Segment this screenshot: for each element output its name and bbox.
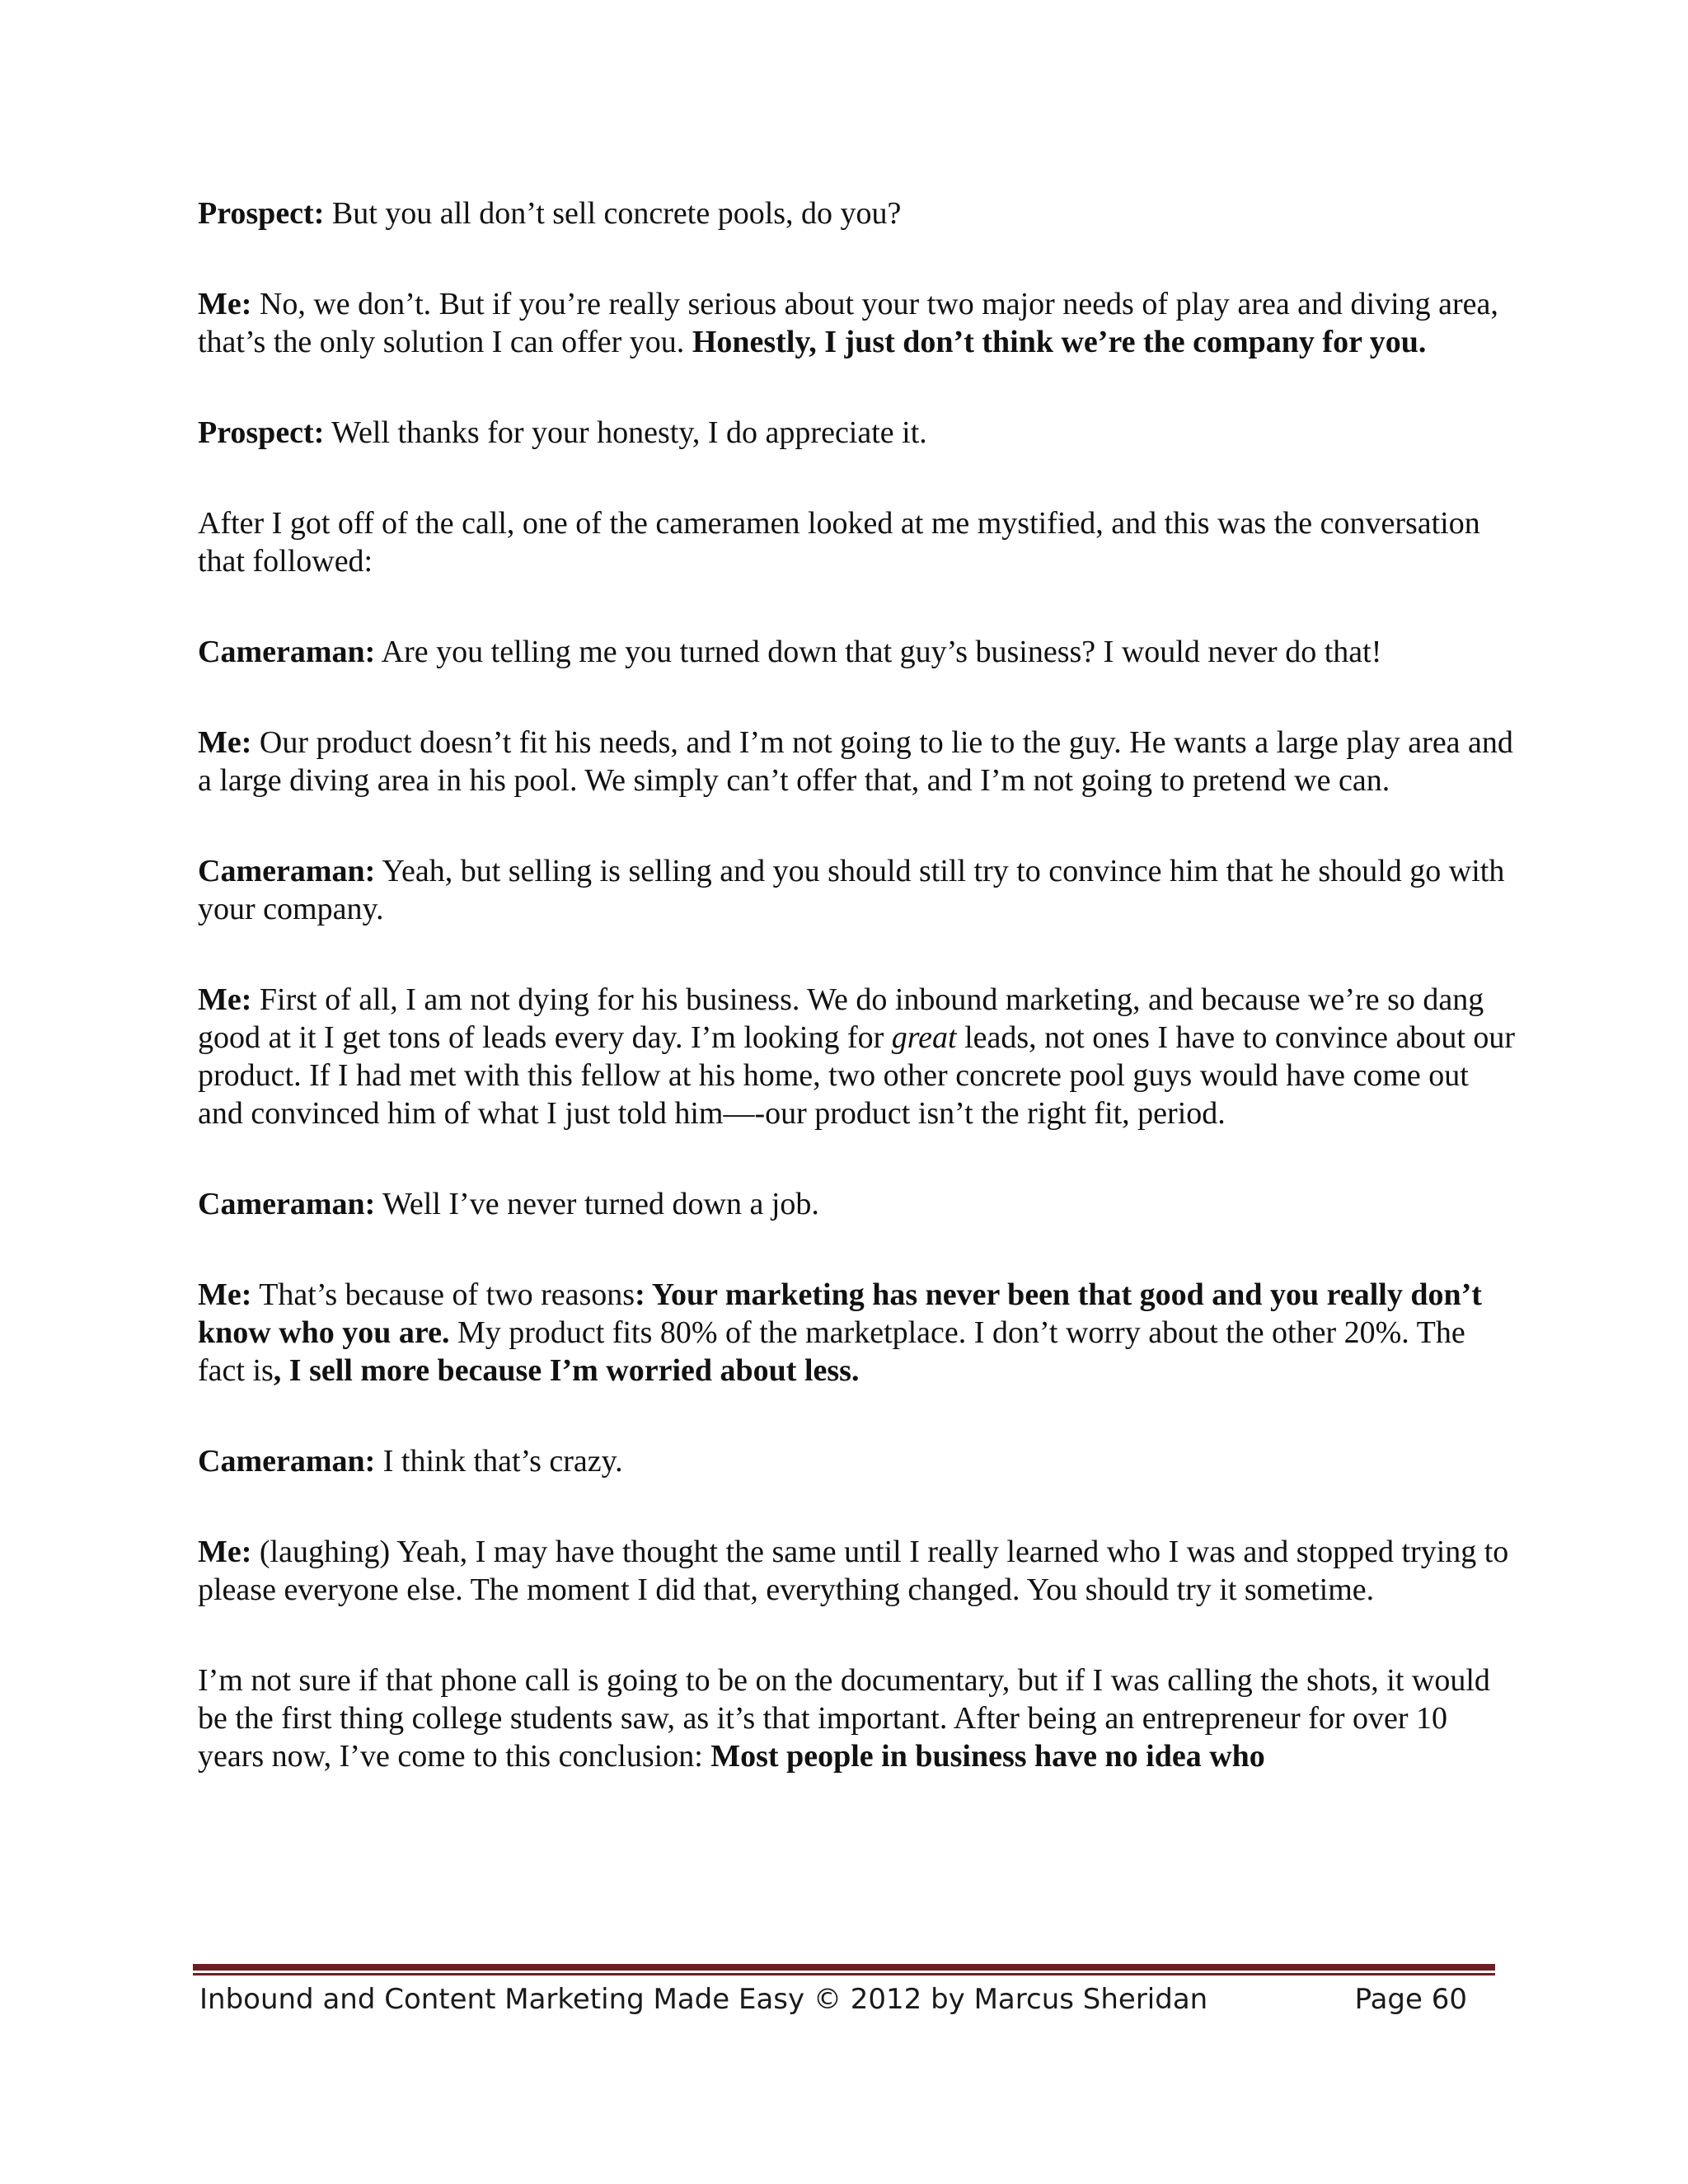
text-run: (laughing) Yeah, I may have thought the same until I really learned who I was and stopped trying to please everyone else. The moment I did that, everything changed. You should try it sometime. [198, 1535, 1509, 1607]
bold-run: Me: [198, 1535, 252, 1569]
footer-rule-thick [193, 1964, 1495, 1971]
text-run: My product fits 80% of the marketplace. I don’t worry about the other 20%. The fact is [198, 1315, 1465, 1388]
text-run: Yeah, but selling is selling and you should still try to convince him that he should go with your company. [198, 854, 1505, 926]
text-run: That’s because of two reasons [251, 1277, 635, 1312]
bold-run: Me: [198, 287, 252, 321]
dialogue-paragraph [198, 285, 1517, 361]
text-run: First of all, I am not dying for his business. We do inbound marketing, and because we’re so dang good at it I get tons of leads every day. I’m looking for [198, 982, 1484, 1055]
footer-book-title: Inbound and Content Marketing Made Easy © 2012 by Marcus Sheridan [199, 1983, 1208, 2016]
narrative-paragraph [198, 1661, 1517, 1775]
bold-run: Honestly, I just don’t think we’re the company for you. [692, 325, 1427, 359]
bold-run: Me: [198, 1277, 252, 1312]
bold-run: : Your marketing has never been that good and you really don’t know who you are. [198, 1277, 1482, 1350]
bold-run: Cameraman: [198, 635, 376, 669]
text-run: leads, not ones I have to convince about our product. If I had met with this fellow at his home, two other concrete pool guys would have come out and convinced him of what I just told him—-our product isn’t the right fit, period. [198, 1020, 1516, 1131]
dialogue-paragraph [198, 724, 1517, 799]
dialogue-paragraph [198, 633, 1517, 671]
bold-run: Me: [198, 982, 252, 1017]
bold-run: Prospect: [198, 415, 325, 450]
bold-run: Cameraman: [198, 1444, 376, 1479]
body-text [198, 194, 1517, 1828]
dialogue-paragraph [198, 981, 1517, 1132]
text-run: Are you telling me you turned down that guy’s business? I would never do that! [375, 635, 1382, 669]
bold-run: Cameraman: [198, 1187, 376, 1221]
dialogue-paragraph [198, 1185, 1517, 1223]
bold-run: Cameraman: [198, 854, 376, 888]
dialogue-paragraph [198, 852, 1517, 928]
bold-run: Prospect: [198, 196, 325, 231]
text-run: No, we don’t. But if you’re really serious about your two major needs of play area and diving area, that’s the only solution I can offer you. [198, 287, 1498, 359]
text-run: I’m not sure if that phone call is going to be on the documentary, but if I was calling the shots, it would be the first thing college students saw, as it’s that important. After being an entrepreneur for over 10 years now, I’ve come to this conclusion: [198, 1663, 1490, 1774]
dialogue-paragraph [198, 1442, 1517, 1480]
text-run: After I got off of the call, one of the cameramen looked at me mystified, and this was the conversation that followed: [198, 506, 1480, 579]
italic-run: great [891, 1020, 957, 1055]
text-run: Well I’ve never turned down a job. [375, 1187, 819, 1221]
text-run: Well thanks for your honesty, I do appreciate it. [324, 415, 927, 450]
bold-run: Most people in business have no idea who [710, 1739, 1265, 1774]
text-run: But you all don’t sell concrete pools, do you? [324, 196, 902, 231]
dialogue-paragraph [198, 414, 1517, 452]
narrative-paragraph [198, 504, 1517, 580]
bold-run: , I sell more because I’m worried about less. [273, 1353, 860, 1388]
dialogue-paragraph [198, 1276, 1517, 1390]
bold-run: Me: [198, 725, 252, 760]
text-run: Our product doesn’t fit his needs, and I’m not going to lie to the guy. He wants a large play area and a large diving area in his pool. We simply can’t offer that, and I’m not going to pretend we can. [198, 725, 1513, 798]
dialogue-paragraph [198, 1533, 1517, 1609]
dialogue-paragraph [198, 194, 1517, 232]
footer-page-number: Page 60 [1354, 1983, 1467, 2016]
text-run: I think that’s crazy. [375, 1444, 623, 1479]
footer-rule-thin [193, 1973, 1495, 1975]
